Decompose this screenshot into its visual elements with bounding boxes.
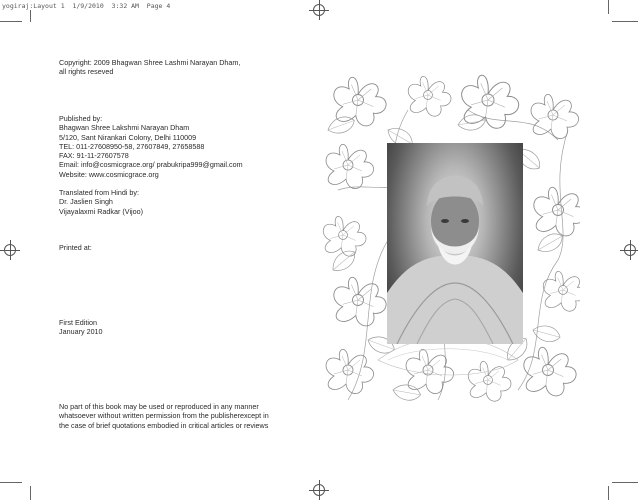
- crop-mark-bottom-left-h: [0, 482, 22, 483]
- publisher-heading: Published by:: [59, 114, 103, 123]
- publisher-fax: FAX: 91-11-27607578: [59, 151, 129, 161]
- registration-mark-top: [309, 0, 329, 20]
- print-slug: yogiraj:Layout 1 1/9/2010 3:32 AM Page 4: [2, 2, 171, 10]
- portrait-figure: [387, 143, 523, 344]
- publisher-tel: TEL: 011-27608950-58, 27607849, 27658588: [59, 141, 205, 151]
- copyright-line-2: all rights reseved: [59, 67, 114, 77]
- publisher-email: Email: info@cosmicgrace.org/ prabukripa999@gmail.com: [59, 160, 243, 170]
- portrait-photo: [387, 143, 523, 344]
- registration-mark-left: [0, 240, 20, 260]
- printed-at: [59, 243, 92, 252]
- registration-mark-bottom: [309, 480, 329, 500]
- translation-heading: Translated from Hindi by:: [59, 188, 140, 197]
- crop-mark-bottom-right-v: [608, 486, 609, 500]
- copyright-block: [59, 58, 240, 77]
- crop-mark-bottom-left-v: [30, 486, 31, 500]
- printed-at-label: Printed at:: [59, 243, 92, 252]
- crop-mark-top-left-v: [30, 10, 31, 22]
- translator-2: Vijayalaxmi Radkar (Vijoo): [59, 206, 144, 216]
- rights-notice: [59, 402, 269, 430]
- edition-date: January 2010: [59, 327, 103, 337]
- publisher-website: Website: www.cosmicgrace.org: [59, 169, 159, 179]
- copyright-line-1: Copyright: 2009 Bhagwan Shree Lashmi Narayan Dham,: [59, 58, 241, 67]
- notice-line-2: whatsoever without written permission from the publisherexcept in: [59, 411, 269, 421]
- translator-1: Dr. Jaslien Singh: [59, 197, 113, 207]
- translation-block: [59, 188, 143, 216]
- publisher-block: [59, 114, 243, 179]
- crop-mark-top-right-v: [608, 0, 609, 14]
- edition-block: [59, 318, 103, 337]
- notice-line-1: No part of this book may be used or reproduced in any manner: [59, 402, 259, 411]
- crop-mark-bottom-right-h: [612, 482, 638, 483]
- crop-mark-top-left-h: [0, 21, 22, 22]
- publisher-address: 5/120, Sant Nirankari Colony, Delhi 110009: [59, 132, 197, 142]
- crop-mark-top-right-h: [612, 21, 638, 22]
- edition-label: First Edition: [59, 318, 97, 327]
- publisher-name: Bhagwan Shree Lakshmi Narayan Dham: [59, 123, 190, 133]
- notice-line-3: the case of brief quotations embodied in critical articles or reviews: [59, 420, 269, 430]
- registration-mark-right: [620, 240, 638, 260]
